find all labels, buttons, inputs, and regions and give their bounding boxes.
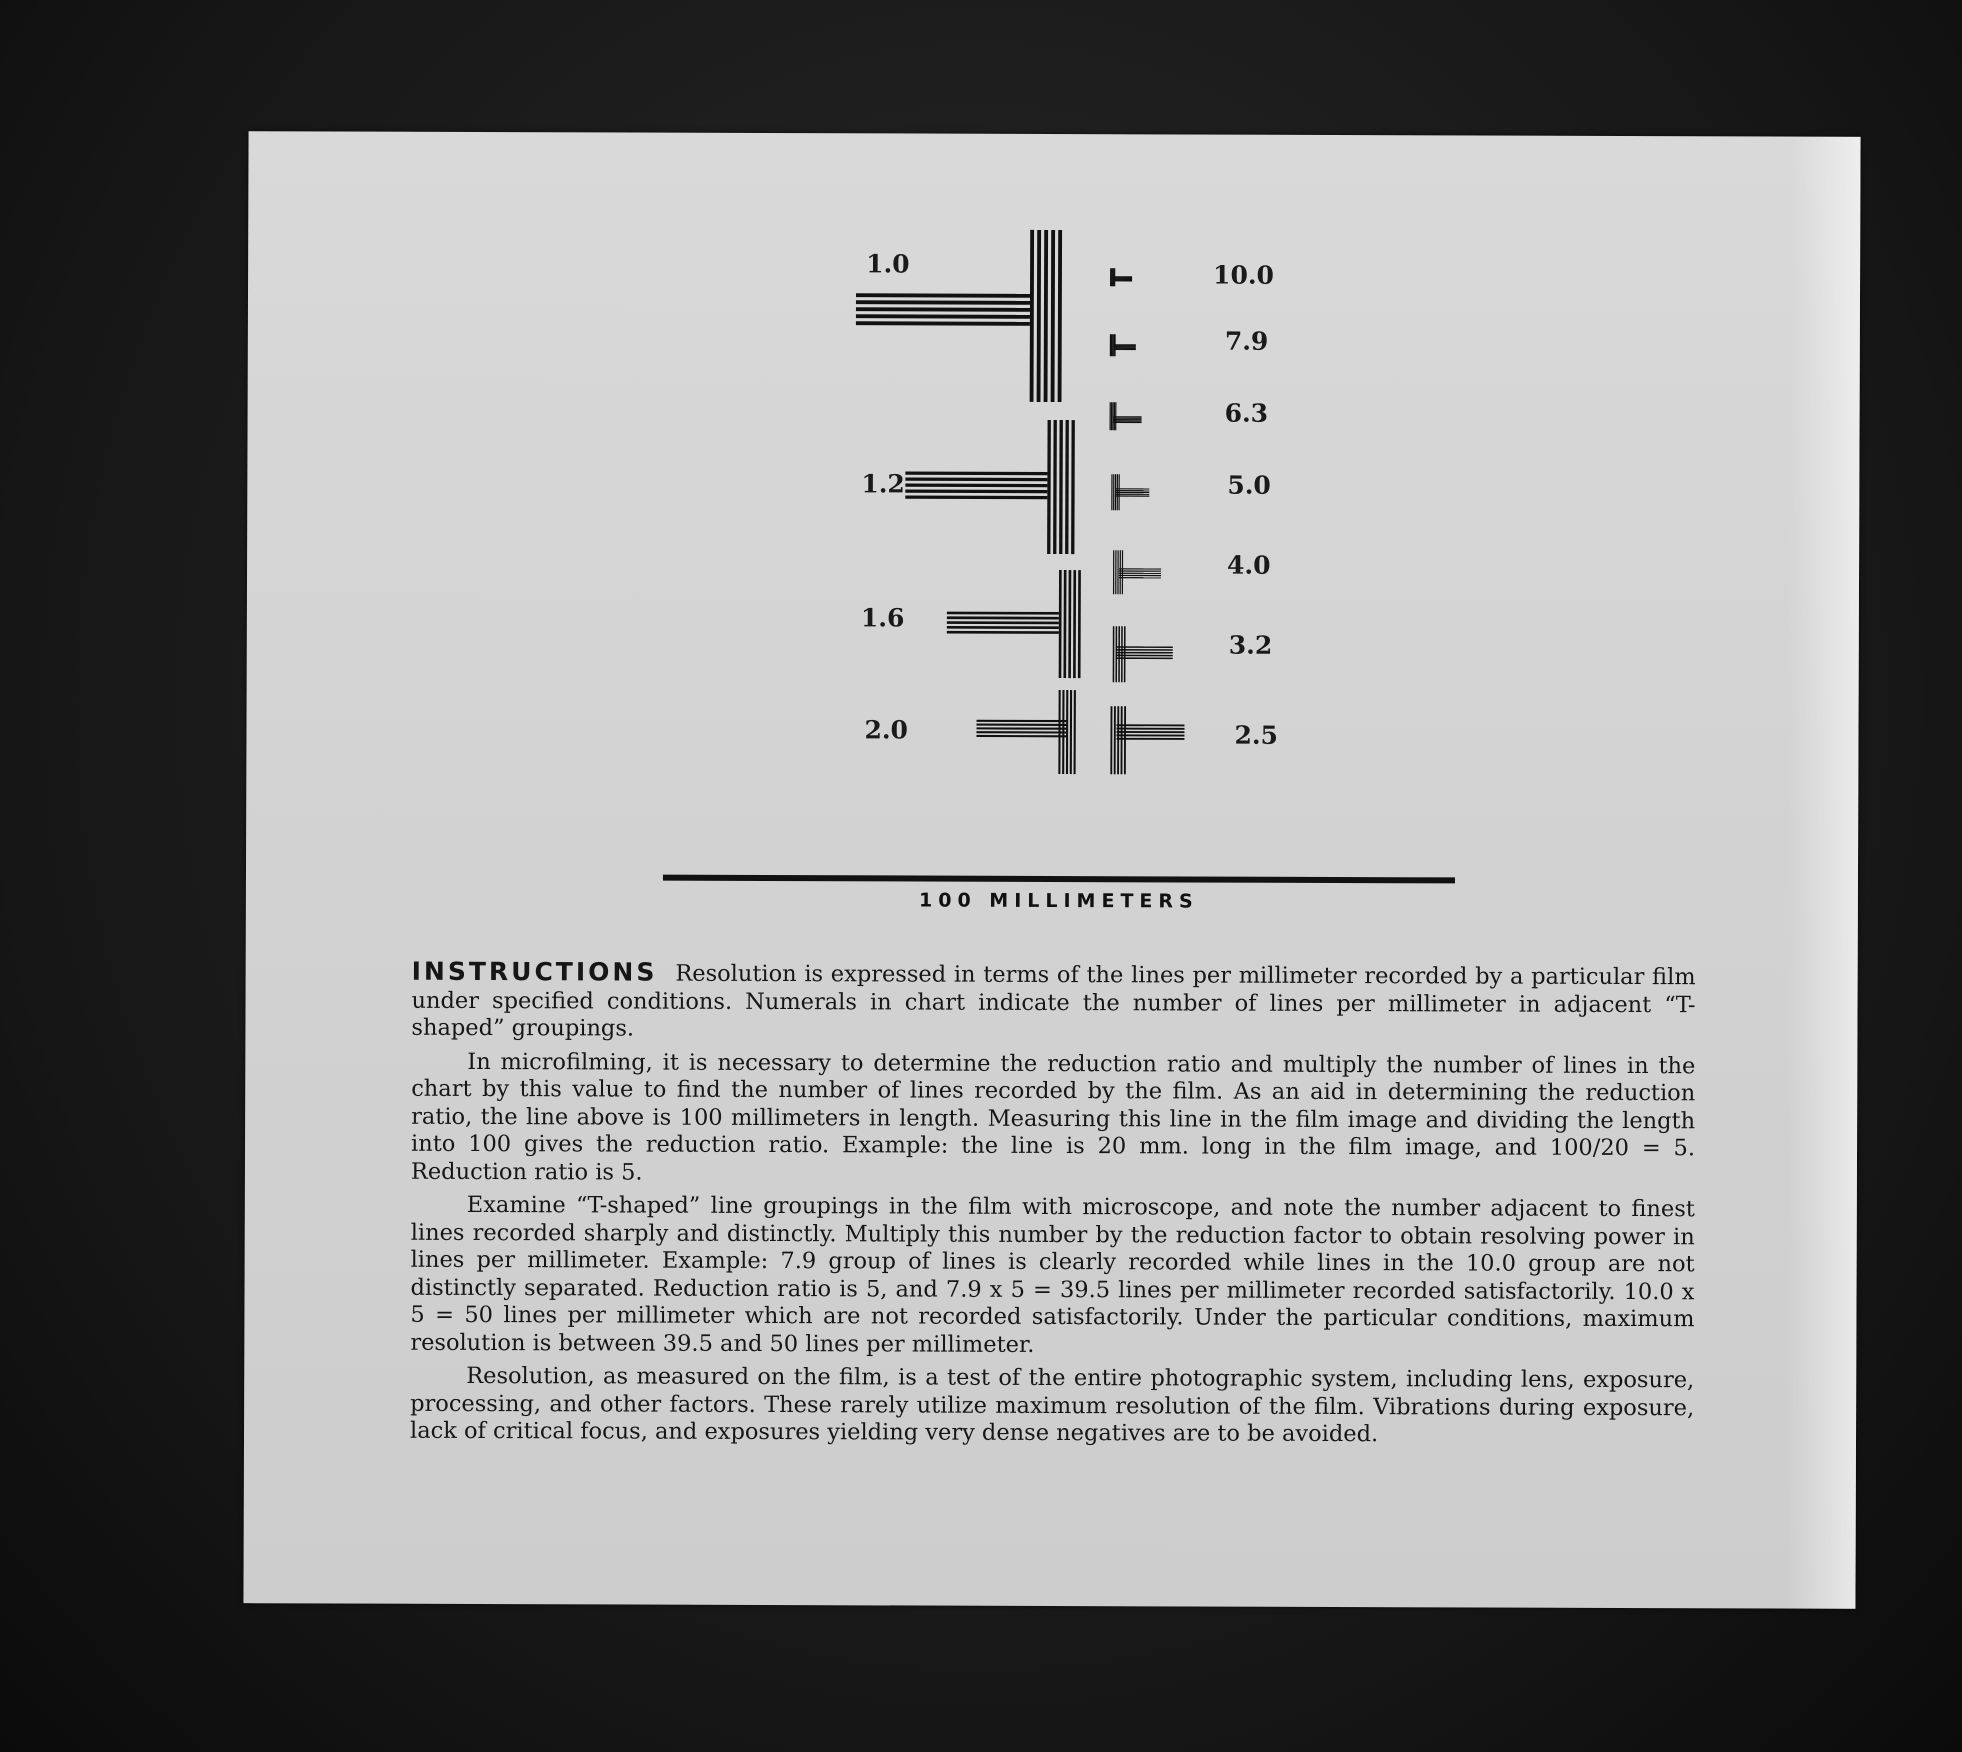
group-6-3-horizontal-line-1 bbox=[1114, 416, 1142, 417]
group-3-2-vertical-line-1 bbox=[1113, 626, 1115, 682]
group-1-6-horizontal-line-5 bbox=[947, 631, 1059, 634]
group-7-9-vertical-line-3 bbox=[1112, 334, 1113, 356]
group-2-0-vertical-line-4 bbox=[1070, 690, 1072, 774]
group-3-2-vertical-line-2 bbox=[1115, 626, 1117, 682]
group-2-0-horizontal-line-1 bbox=[977, 720, 1067, 722]
group-5-0-horizontal-line-3 bbox=[1115, 492, 1149, 493]
group-4-0-vertical-line-3 bbox=[1117, 550, 1118, 594]
scale-caption: 100 MILLIMETERS bbox=[919, 889, 1199, 913]
left-group-label-2: 1.2 bbox=[861, 469, 905, 499]
group-6-3-horizontal-line-2 bbox=[1114, 418, 1142, 419]
group-2-0-vertical-line-1 bbox=[1058, 690, 1060, 774]
group-5-0-vertical-line-2 bbox=[1113, 474, 1114, 510]
instructions-paragraph-2: In microfilming, it is necessary to determine the reduction ratio and multiply the number of lines in the chart by this value to find the number of lines recorded by the film. As an aid in determining the reduction ratio, the line above is 100 millimeters in length. Measuring this line in the film image and dividing the length into 100 gives the reduction ratio. Example: the line is 20 mm. long in the film image, and 100/20 = 5. Reduction ratio is 5. bbox=[410, 1048, 1696, 1186]
instructions-paragraph-1 bbox=[411, 958, 1695, 1047]
right-group-label-2: 7.9 bbox=[1224, 326, 1269, 356]
group-2-5-vertical-line-3 bbox=[1117, 706, 1119, 774]
instructions-block bbox=[410, 958, 1696, 1456]
group-1-2-horizontal-line-4 bbox=[905, 489, 1047, 493]
group-1-6-vertical-line-2 bbox=[1063, 570, 1066, 678]
group-7-9-horizontal-line-5 bbox=[1114, 349, 1136, 350]
group-3-2-vertical-line-4 bbox=[1121, 626, 1123, 682]
group-4-0-vertical-line-5 bbox=[1122, 550, 1123, 594]
group-6-3-horizontal-line-3 bbox=[1114, 419, 1142, 420]
group-2-5-horizontal-line-2 bbox=[1116, 728, 1184, 730]
group-1-6-vertical-line-5 bbox=[1078, 570, 1081, 678]
left-group-label-1: 1.0 bbox=[866, 249, 910, 279]
group-1-2-horizontal-line-5 bbox=[905, 495, 1047, 499]
group-3-2-vertical-line-3 bbox=[1118, 626, 1120, 682]
group-7-9-horizontal-line-2 bbox=[1114, 345, 1136, 346]
group-1-0-vertical-line-3 bbox=[1044, 230, 1048, 402]
group-2-5-horizontal-line-3 bbox=[1116, 731, 1184, 733]
group-1-2-vertical-line-2 bbox=[1053, 420, 1057, 554]
right-group-label-4: 5.0 bbox=[1227, 470, 1271, 500]
group-1-0-vertical-line-1 bbox=[1030, 230, 1034, 402]
group-1-2-vertical-line-5 bbox=[1071, 420, 1075, 554]
group-1-0-horizontal-line-1 bbox=[856, 293, 1030, 297]
group-1-6-horizontal-line-2 bbox=[947, 616, 1059, 619]
group-4-0-horizontal-line-5 bbox=[1119, 577, 1161, 578]
resolution-test-card bbox=[243, 131, 1860, 1609]
group-4-0-horizontal-line-4 bbox=[1119, 575, 1161, 576]
right-group-label-6: 3.2 bbox=[1228, 630, 1273, 660]
instructions-paragraph-4: Resolution, as measured on the film, is a test of the entire photographic system, including lens, exposure, processing, and other factors. These rarely utilize maximum resolution of the film. Vibrations during exposure, lack of critical focus, and exposures yielding very dense negatives are to be avoided. bbox=[409, 1362, 1695, 1448]
group-1-0-vertical-line-2 bbox=[1037, 230, 1041, 402]
group-4-0-horizontal-line-1 bbox=[1119, 568, 1161, 569]
group-1-2-horizontal-line-3 bbox=[905, 483, 1047, 487]
group-1-2-horizontal-line-2 bbox=[905, 477, 1047, 481]
group-6-3-vertical-line-5 bbox=[1115, 402, 1116, 430]
group-1-6-horizontal-line-1 bbox=[947, 612, 1059, 615]
group-7-9-horizontal-line-3 bbox=[1114, 347, 1136, 348]
group-1-2-vertical-line-4 bbox=[1065, 420, 1069, 554]
left-group-label-4: 2.0 bbox=[864, 715, 909, 745]
group-2-0-vertical-line-2 bbox=[1062, 690, 1064, 774]
group-2-0-horizontal-line-5 bbox=[976, 735, 1066, 737]
group-2-0-vertical-line-3 bbox=[1066, 690, 1068, 774]
group-4-0-vertical-line-2 bbox=[1115, 550, 1116, 594]
group-1-6-vertical-line-4 bbox=[1073, 570, 1076, 678]
group-2-5-vertical-line-4 bbox=[1121, 706, 1123, 774]
group-1-0-horizontal-line-5 bbox=[856, 321, 1030, 325]
right-group-label-1: 10.0 bbox=[1213, 260, 1275, 290]
group-4-0-vertical-line-1 bbox=[1113, 550, 1114, 594]
group-6-3-vertical-line-2 bbox=[1111, 402, 1112, 430]
group-7-9-horizontal-line-1 bbox=[1114, 344, 1136, 345]
right-group-label-3: 6.3 bbox=[1224, 398, 1269, 428]
group-1-0-horizontal-line-4 bbox=[856, 314, 1030, 318]
group-1-2-horizontal-line-1 bbox=[905, 471, 1047, 475]
instructions-paragraph-1-text: Resolution is expressed in terms of the lines per millimeter recorded by a particular film under specified conditions. Numerals in chart indicate the number of lines per millimeter in adjacent “T-shaped” groupings. bbox=[411, 960, 1696, 1042]
group-6-3-horizontal-line-4 bbox=[1114, 420, 1142, 421]
group-6-3-vertical-line-4 bbox=[1114, 402, 1115, 430]
group-6-3-horizontal-line-5 bbox=[1114, 422, 1142, 423]
group-2-0-horizontal-line-2 bbox=[977, 724, 1067, 726]
group-5-0-horizontal-line-2 bbox=[1115, 490, 1149, 491]
group-2-5-vertical-line-2 bbox=[1114, 706, 1116, 774]
group-1-0-vertical-line-5 bbox=[1058, 230, 1062, 402]
group-10-0-horizontal-line-5 bbox=[1114, 280, 1132, 281]
group-5-0-horizontal-line-5 bbox=[1115, 495, 1149, 496]
group-2-5-horizontal-line-4 bbox=[1116, 734, 1184, 736]
instructions-heading: INSTRUCTIONS bbox=[411, 956, 658, 987]
group-2-0-horizontal-line-3 bbox=[976, 727, 1066, 729]
group-1-2-vertical-line-1 bbox=[1047, 420, 1051, 554]
group-2-5-horizontal-line-5 bbox=[1116, 738, 1184, 740]
group-1-6-horizontal-line-4 bbox=[947, 626, 1059, 629]
group-7-9-vertical-line-5 bbox=[1114, 334, 1115, 356]
group-6-3-vertical-line-3 bbox=[1112, 402, 1113, 430]
group-2-5-vertical-line-1 bbox=[1110, 706, 1112, 774]
group-6-3-vertical-line-1 bbox=[1110, 402, 1111, 430]
group-1-0-vertical-line-4 bbox=[1051, 230, 1055, 402]
group-5-0-vertical-line-1 bbox=[1111, 474, 1112, 510]
group-5-0-vertical-line-3 bbox=[1115, 474, 1116, 510]
left-group-label-3: 1.6 bbox=[860, 603, 905, 633]
group-5-0-horizontal-line-1 bbox=[1115, 488, 1149, 489]
group-3-2-vertical-line-5 bbox=[1124, 626, 1126, 682]
right-group-label-5: 4.0 bbox=[1227, 550, 1271, 580]
group-2-5-horizontal-line-1 bbox=[1117, 724, 1185, 726]
right-group-label-7: 2.5 bbox=[1234, 720, 1279, 750]
group-7-9-vertical-line-1 bbox=[1110, 334, 1111, 356]
group-7-9-vertical-line-2 bbox=[1111, 334, 1112, 356]
instructions-paragraph-3: Examine “T-shaped” line groupings in the film with microscope, and note the number adjacent to finest lines recorded sharply and distinctly. Multiply this number by the reduction factor to obtain resolving power in lines per millimeter. Example: 7.9 group of lines is clearly recorded while lines in the 10.0 group are not distinctly separated. Reduction ratio is 5, and 7.9 x 5 = 39.5 lines per millimeter recorded satisfactorily. 10.0 x 5 = 50 lines per millimeter which are not recorded satisfactorily. Under the particular conditions, maximum resolution is between 39.5 and 50 lines per millimeter. bbox=[410, 1191, 1695, 1358]
group-5-0-vertical-line-5 bbox=[1118, 474, 1119, 510]
hundred-millimeter-scale-line bbox=[663, 875, 1455, 884]
group-2-0-vertical-line-5 bbox=[1074, 690, 1076, 774]
group-1-2-vertical-line-3 bbox=[1059, 420, 1063, 554]
group-2-5-vertical-line-5 bbox=[1124, 706, 1126, 774]
resolution-test-chart bbox=[246, 131, 1860, 837]
group-4-0-horizontal-line-3 bbox=[1119, 573, 1161, 574]
group-5-0-horizontal-line-4 bbox=[1115, 494, 1149, 495]
group-1-0-horizontal-line-3 bbox=[856, 307, 1030, 311]
group-4-0-vertical-line-4 bbox=[1120, 550, 1121, 594]
group-1-6-vertical-line-1 bbox=[1059, 570, 1062, 678]
group-10-0-vertical-line-5 bbox=[1114, 268, 1115, 286]
group-1-6-horizontal-line-3 bbox=[947, 621, 1059, 624]
group-4-0-horizontal-line-2 bbox=[1119, 570, 1161, 571]
group-2-0-horizontal-line-4 bbox=[976, 731, 1066, 733]
group-1-0-horizontal-line-2 bbox=[856, 300, 1030, 304]
group-1-6-vertical-line-3 bbox=[1068, 570, 1071, 678]
group-7-9-vertical-line-4 bbox=[1113, 334, 1114, 356]
group-7-9-horizontal-line-4 bbox=[1114, 348, 1136, 349]
group-5-0-vertical-line-4 bbox=[1117, 474, 1118, 510]
